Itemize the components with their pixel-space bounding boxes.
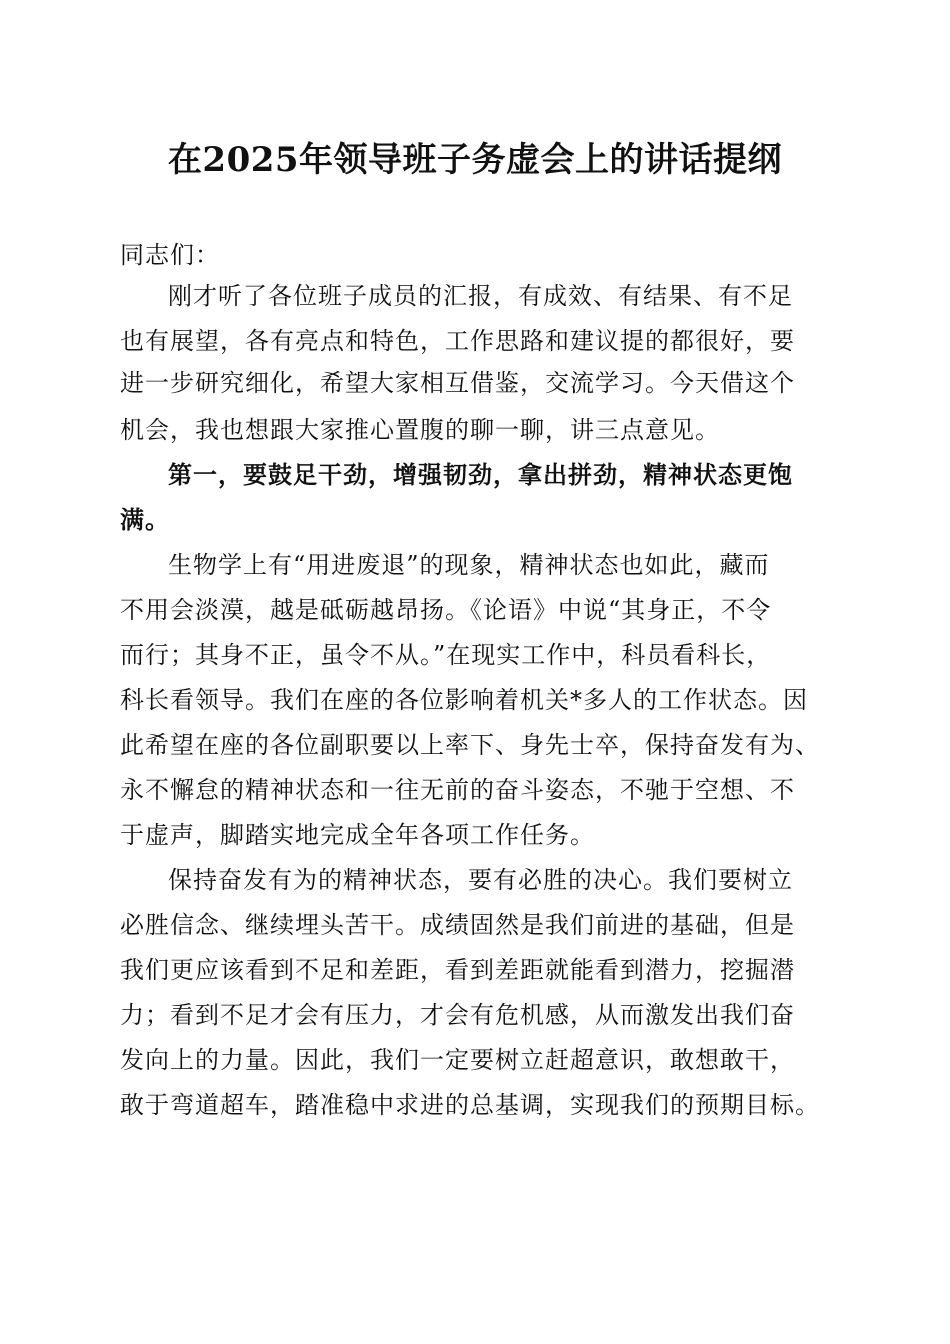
text-line: 我们更应该看到不足和差距，看到差距就能看到潜力，挖掘潜 [120, 956, 795, 984]
text-line: 发向上的力量。因此，我们一定要树立赶超意识，敢想敢干， [120, 1046, 795, 1074]
text-line: 于虚声，脚踏实地完成全年各项工作任务。 [120, 821, 595, 849]
document-title: 在2025年领导班子务虚会上的讲话提纲 [167, 140, 783, 180]
text-line: 此希望在座的各位副职要以上率下、身先士卒，保持奋发有为、 [120, 731, 820, 759]
text-line: 永不懈怠的精神状态和一往无前的奋斗姿态，不驰于空想、不 [120, 776, 795, 804]
text-line: 进一步研究细化，希望大家相互借鉴，交流学习。今天借这个 [120, 369, 795, 397]
section-heading-line: 满。 [120, 505, 170, 534]
salutation: 同志们： [120, 241, 220, 269]
text-line: 力；看到不足才会有压力，才会有危机感，从而激发出我们奋 [120, 1001, 795, 1029]
text-line: 而行；其身不正，虽令不从。”在现实工作中，科员看科长， [120, 641, 772, 669]
section-heading-line: 第一，要鼓足干劲，增强韧劲，拿出拼劲，精神状态更饱 [168, 460, 793, 489]
text-line: 刚才听了各位班子成员的汇报，有成效、有结果、有不足 [168, 282, 793, 310]
text-line: 保持奋发有为的精神状态，要有必胜的决心。我们要树立 [168, 866, 793, 894]
text-line: 机会，我也想跟大家推心置腹的聊一聊，讲三点意见。 [120, 416, 720, 444]
text-line: 敢于弯道超车，踏准稳中求进的总基调，实现我们的预期目标。 [120, 1091, 820, 1119]
text-line: 不用会淡漠，越是砥砺越昂扬。《论语》中说“其身正，不令 [120, 596, 772, 624]
text-line: 也有展望，各有亮点和特色，工作思路和建议提的都很好，要 [120, 327, 795, 355]
text-line: 必胜信念、继续埋头苦干。成绩固然是我们前进的基础，但是 [120, 911, 795, 939]
text-line: 科长看领导。我们在座的各位影响着机关*多人的工作状态。因 [120, 686, 808, 714]
text-line: 生物学上有“用进废退”的现象，精神状态也如此，藏而 [168, 551, 770, 579]
